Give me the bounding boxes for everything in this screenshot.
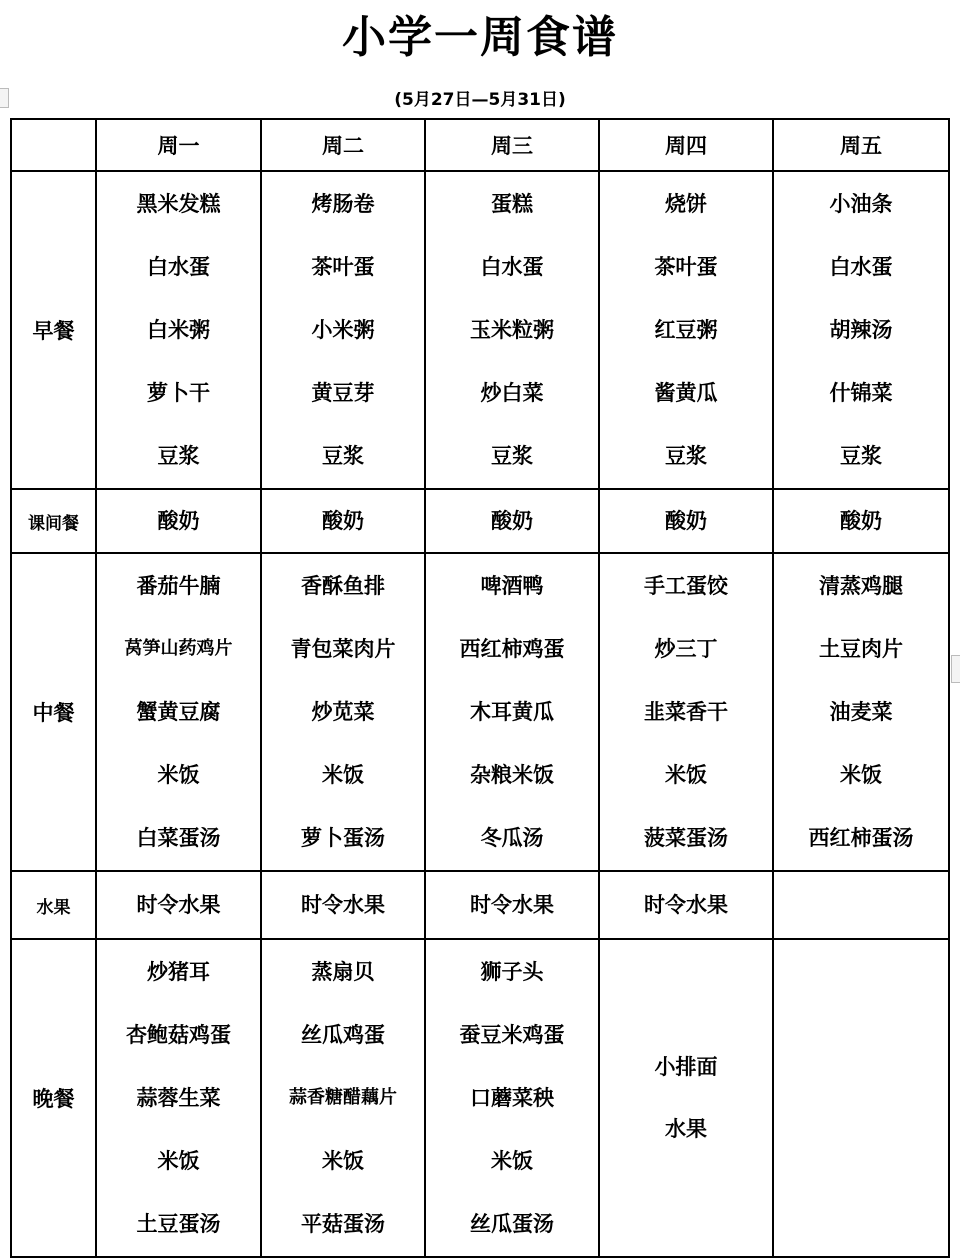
dish: 时令水果	[470, 893, 554, 917]
dish: 土豆蛋汤	[136, 1212, 221, 1237]
dish: 茶叶蛋	[311, 254, 375, 279]
dish: 平菇蛋汤	[301, 1212, 385, 1237]
dish: 酸奶	[322, 509, 364, 533]
dish: 冬瓜汤	[480, 826, 544, 851]
page-title: 小学一周食谱	[342, 12, 618, 63]
dish: 豆浆	[322, 444, 364, 469]
menu-cell	[425, 871, 599, 939]
day-header: 周一	[96, 119, 261, 171]
menu-cell	[261, 553, 425, 871]
dish: 茶叶蛋	[654, 254, 718, 279]
menu-cell	[96, 171, 261, 489]
dish: 蟹黄豆腐	[136, 699, 221, 724]
dish: 丝瓜鸡蛋	[301, 1022, 385, 1047]
dish: 水果	[665, 1117, 707, 1141]
dish: 豆浆	[665, 444, 707, 469]
meal-label-snack: 课间餐	[11, 489, 96, 553]
fruit-row	[11, 871, 949, 939]
dish: 白水蛋	[480, 254, 544, 279]
dish: 青包菜肉片	[290, 636, 396, 661]
dish: 西红柿蛋汤	[808, 826, 914, 851]
dish: 炒猪耳	[147, 959, 210, 984]
menu-cell	[96, 553, 261, 871]
menu-cell-empty	[773, 939, 949, 1257]
dish: 酸奶	[665, 509, 707, 533]
dish: 小排面	[654, 1055, 718, 1079]
dish: 黄豆芽	[311, 381, 375, 406]
dish: 米饭	[491, 1149, 533, 1174]
dish: 烧饼	[665, 191, 707, 216]
dish: 红豆粥	[654, 317, 718, 342]
dish: 白水蛋	[829, 254, 893, 279]
lunch-row	[11, 553, 949, 871]
dish: 白米粥	[147, 317, 210, 342]
dish: 萝卜蛋汤	[301, 826, 385, 851]
dish: 萝卜干	[147, 381, 210, 406]
menu-table	[10, 118, 950, 1258]
day-header: 周五	[773, 119, 949, 171]
menu-cell	[261, 939, 425, 1257]
dish: 酸奶	[157, 509, 200, 533]
dish: 玉米粒粥	[470, 317, 554, 342]
day-header: 周四	[599, 119, 773, 171]
dish: 米饭	[840, 763, 882, 788]
breakfast-row	[11, 171, 949, 489]
dish: 白水蛋	[147, 254, 210, 279]
menu-cell	[96, 489, 261, 553]
dish: 时令水果	[136, 893, 221, 917]
menu-cell	[425, 553, 599, 871]
dish: 烤肠卷	[311, 191, 375, 216]
meal-label-dinner: 晚餐	[11, 939, 96, 1257]
dish: 手工蛋饺	[644, 573, 728, 598]
dish: 时令水果	[301, 893, 385, 917]
day-header: 周三	[425, 119, 599, 171]
meal-label-fruit: 水果	[11, 871, 96, 939]
dish: 番茄牛腩	[136, 573, 221, 598]
dish: 什锦菜	[829, 381, 893, 406]
menu-cell	[425, 489, 599, 553]
menu-cell	[599, 871, 773, 939]
dish: 米饭	[157, 1149, 200, 1174]
dish: 清蒸鸡腿	[819, 573, 903, 598]
menu-cell	[773, 171, 949, 489]
dish: 杏鲍菇鸡蛋	[126, 1022, 231, 1047]
dish: 白菜蛋汤	[136, 826, 221, 851]
dish: 香酥鱼排	[301, 573, 385, 598]
dish: 莴笋山药鸡片	[124, 637, 233, 659]
meal-label-breakfast: 早餐	[11, 171, 96, 489]
menu-cell	[773, 553, 949, 871]
meal-label-lunch: 中餐	[11, 553, 96, 871]
dish: 口蘑菜秧	[470, 1085, 554, 1110]
dinner-row	[11, 939, 949, 1257]
dish: 蛋糕	[491, 191, 533, 216]
dish: 丝瓜蛋汤	[470, 1212, 554, 1237]
dish: 米饭	[322, 1149, 364, 1174]
dish: 油麦菜	[829, 699, 893, 724]
dish: 豆浆	[491, 444, 533, 469]
menu-cell	[261, 871, 425, 939]
menu-cell	[425, 939, 599, 1257]
dish: 木耳黄瓜	[470, 699, 554, 724]
dish: 西红柿鸡蛋	[459, 636, 565, 661]
menu-cell	[599, 553, 773, 871]
snack-row	[11, 489, 949, 553]
day-header: 周二	[261, 119, 425, 171]
menu-cell	[599, 489, 773, 553]
dish: 小米粥	[311, 317, 375, 342]
dish: 小油条	[829, 191, 893, 216]
dish: 炒白菜	[480, 381, 544, 406]
dish: 炒苋菜	[311, 699, 375, 724]
dish: 蒜蓉生菜	[136, 1085, 221, 1110]
menu-cell	[96, 939, 261, 1257]
dish: 蒸扇贝	[311, 959, 375, 984]
menu-cell	[599, 171, 773, 489]
dish: 狮子头	[480, 959, 544, 984]
dish: 时令水果	[644, 893, 728, 917]
dish: 酸奶	[840, 509, 882, 533]
dish: 啤酒鸭	[480, 573, 544, 598]
side-scroll-marker	[951, 655, 960, 683]
dish: 蚕豆米鸡蛋	[459, 1022, 565, 1047]
dish: 杂粮米饭	[470, 763, 554, 788]
menu-cell	[261, 171, 425, 489]
dish: 菠菜蛋汤	[644, 826, 728, 851]
dish: 豆浆	[157, 444, 200, 469]
dish: 米饭	[665, 763, 707, 788]
menu-cell	[773, 489, 949, 553]
dish: 土豆肉片	[819, 636, 903, 661]
date-range: (5月27日—5月31日)	[394, 90, 566, 110]
dish: 胡辣汤	[829, 317, 893, 342]
menu-cell	[96, 871, 261, 939]
menu-cell	[425, 171, 599, 489]
menu-cell	[261, 489, 425, 553]
menu-cell	[599, 939, 773, 1257]
dish: 炒三丁	[654, 636, 718, 661]
dish: 蒜香糖醋藕片	[289, 1086, 397, 1108]
header-row	[11, 119, 949, 171]
dish: 韭菜香干	[644, 699, 728, 724]
dish: 酸奶	[491, 509, 533, 533]
dish: 豆浆	[840, 444, 882, 469]
corner-cell	[11, 119, 96, 171]
dish: 酱黄瓜	[654, 381, 718, 406]
menu-cell-empty	[773, 871, 949, 939]
dish: 米饭	[157, 763, 200, 788]
dish: 米饭	[322, 763, 364, 788]
dish: 黑米发糕	[136, 191, 221, 216]
